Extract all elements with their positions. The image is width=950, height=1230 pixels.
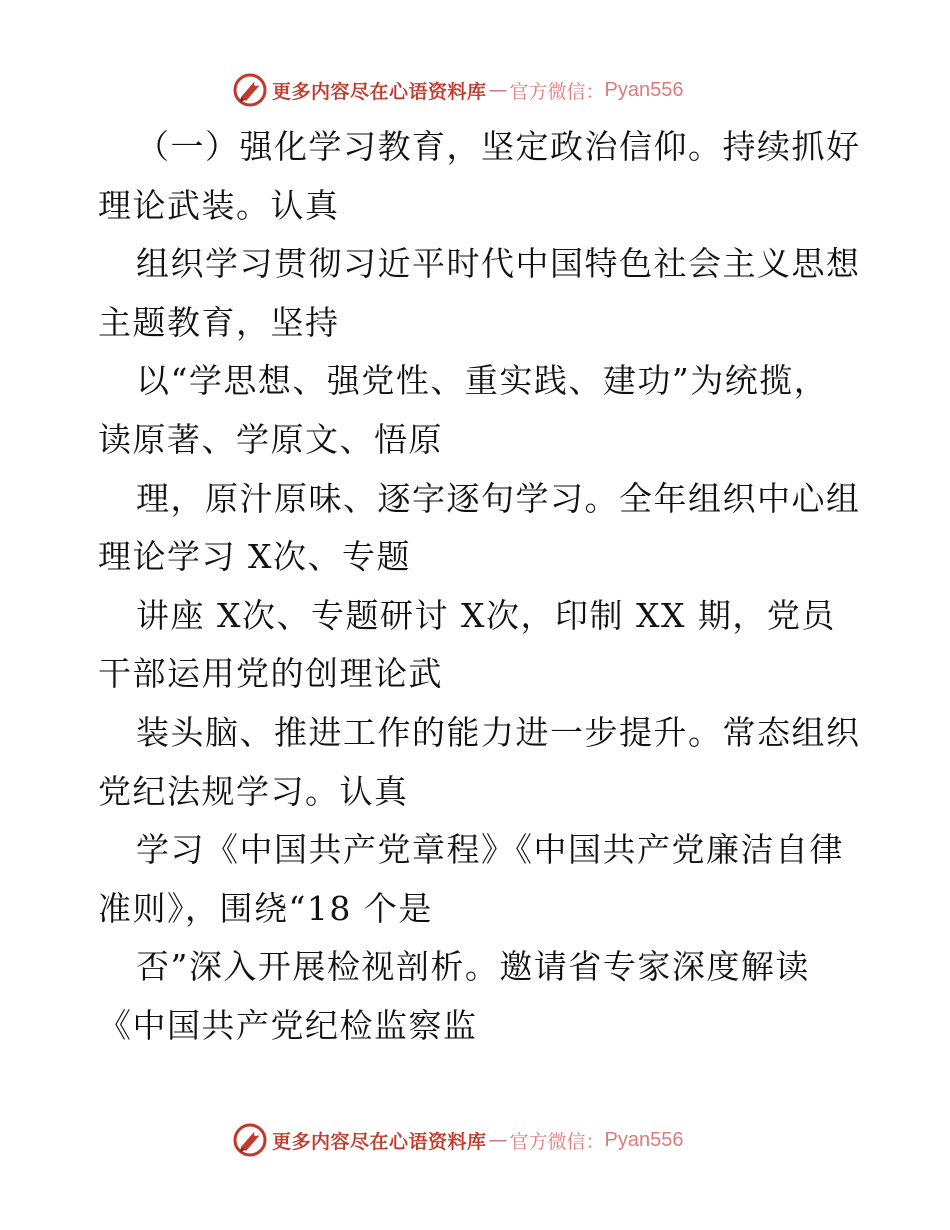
header-wechat-id: Pyan556: [604, 78, 684, 101]
body-line-6: 读原著、学原文、悟原: [98, 419, 443, 459]
footer-brand-text: 更多内容尽在心语资料库: [272, 1130, 487, 1153]
header-wechat-label: 官方微信：: [509, 80, 605, 103]
header-watermark: [232, 70, 732, 110]
footer-wechat-id: Pyan556: [604, 1128, 684, 1151]
body-line-12: 党纪法规学习。认真: [98, 771, 409, 811]
footer-separator: —: [488, 1129, 508, 1151]
body-line-14: 准则》，围绕“18 个是: [98, 888, 433, 928]
pen-logo-icon: [232, 1122, 268, 1158]
body-line-11: 装头脑、推进工作的能力进一步提升。常态组织: [136, 712, 861, 752]
body-line-9: 讲座 X次、专题研讨 X次，印制 XX 期，党员: [136, 595, 836, 635]
body-line-5: 以“学思想、强党性、重实践、建功”为统揽，: [136, 361, 829, 401]
header-brand-text: 更多内容尽在心语资料库: [272, 80, 487, 103]
body-line-13: 学习《中国共产党章程》《中国共产党廉洁自律: [136, 830, 844, 870]
body-line-10: 干部运用党的创理论武: [98, 654, 443, 694]
pen-logo-icon: [232, 72, 268, 108]
header-separator: —: [488, 79, 508, 101]
body-line-1: （一）强化学习教育，坚定政治信仰。持续抓好: [136, 127, 861, 166]
body-line-7: 理，原汁原味、逐字逐句学习。全年组织中心组: [136, 478, 861, 518]
document-body: [98, 118, 861, 1056]
footer-wechat-label: 官方微信：: [509, 1130, 605, 1153]
body-line-8: 理论学习 X次、专题: [98, 537, 411, 577]
body-line-16: 《中国共产党纪检监察监: [98, 1005, 478, 1045]
footer-watermark: [232, 1120, 732, 1160]
body-line-3: 组织学习贯彻习近平时代中国特色社会主义思想: [136, 244, 861, 284]
body-line-2: 理论武装。认真: [98, 185, 340, 225]
body-line-15: 否”深入开展检视剖析。邀请省专家深度解读: [136, 947, 810, 987]
body-line-4: 主题教育，坚持: [98, 302, 340, 342]
